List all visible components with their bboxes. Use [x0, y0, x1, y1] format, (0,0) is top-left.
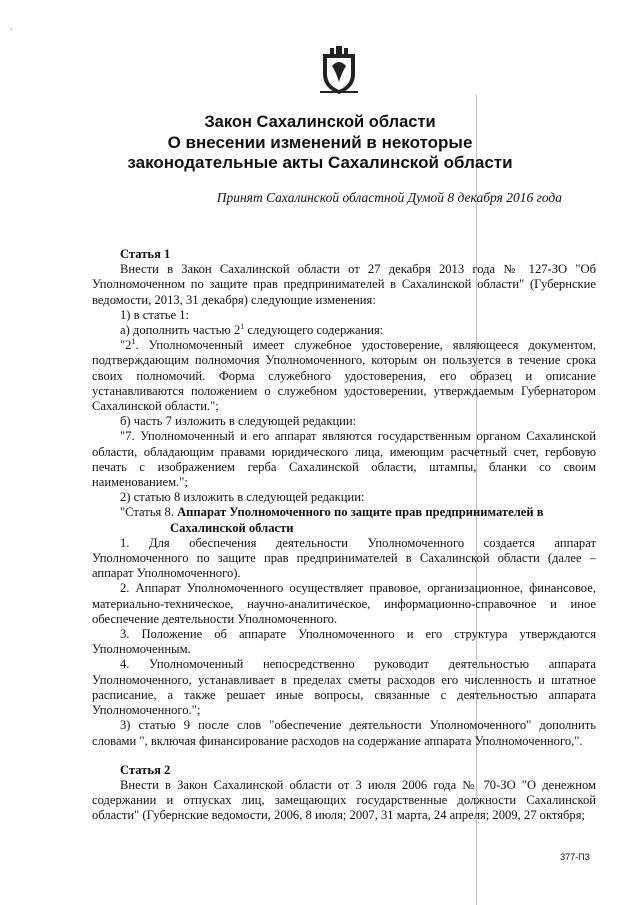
law-subtitle-line2: законодательные акты Сахалинской области	[127, 153, 513, 172]
scan-mark: ·	[10, 25, 13, 34]
article8-title-cont: Сахалинской области	[170, 520, 294, 535]
paragraph: Внести в Закон Сахалинской области от 27 декабря 2013 года № 127-ЗО "Об Уполномоченном по защите прав предпринимателей в Сахалинской области" (Губернские ведомости, 2013, 31 декабря) следующие изменения:	[92, 262, 596, 307]
article2-heading: Статья 2	[120, 762, 171, 777]
paragraph: 2. Аппарат Уполномоченного осуществляет правовое, организационное, финансовое, материально-техническое, научно-аналитическое, информационно-справочное и иное обеспечение деятельности Уполномоченного.	[92, 581, 596, 626]
document-code: 377-ПЗ	[560, 852, 590, 862]
paragraph: 2) статью 8 изложить в следующей редакции:	[120, 490, 365, 505]
paragraph: 1. Для обеспечения деятельности Уполномоченного создается аппарат Уполномоченного по защите прав предпринимателей в Сахалинской области (далее – аппарат Уполномоченного).	[92, 535, 596, 581]
adoption-note: Принят Сахалинской областной Думой 8 декабря 2016 года	[216, 190, 562, 205]
paragraph: 1) в статье 1:	[120, 307, 190, 322]
paragraph: Внести в Закон Сахалинской области от 3 июля 2006 года № 70-ЗО "О денежном содержании и отпусках лиц, замещающих государственные должности Сахалинской области" (Губернские ведомости, 2006, 8 июля; 2007, 31 марта, 24 апреля; 2009, 27 октября;	[92, 777, 596, 823]
law-title: Закон Сахалинской области	[204, 113, 436, 131]
paragraph: б) часть 7 изложить в следующей редакции:	[120, 414, 357, 429]
paragraph: 3) статью 9 после слов "обеспечение деятельности Уполномоченного" дополнить словами ", включая финансирование расходов на содержание аппарата Уполномоченного,".	[92, 718, 596, 748]
article1-heading: Статья 1	[120, 247, 171, 261]
paragraph: 4. Уполномоченный непосредственно руководит деятельностью аппарата Уполномоченного, устанавливает в пределах сметы расходов его численность и штатное расписание, а также решает иные вопросы, связанные с деятельностью аппарата Уполномоченного.";	[92, 657, 596, 718]
coat-of-arms-icon	[318, 44, 360, 96]
paragraph: "$2^1$. Уполномоченный имеет служебное удостоверение, являющееся документом, подтверждающим полномочия Уполномоченного, которым он пользуется в течение срока своих полномочий. Форма служебного удостоверения, его образец и описание устанавливаются положением о служебном удостоверении, утверждаемым Губернатором Сахалинской области.";	[92, 337, 596, 414]
paragraph: а) дополнить частью $2^1$ следующего содержания:	[120, 321, 384, 338]
document-body	[92, 247, 596, 824]
article8-title: "Статья 8. Аппарат Уполномоченного по защите прав предпринимателей в	[120, 505, 544, 520]
law-subtitle-line1: О внесении изменений в некоторые	[167, 133, 473, 152]
paragraph: "7. Уполномоченный и его аппарат являются государственным органом Сахалинской области, обладающим правами юридического лица, имеющим расчетный счет, гербовую печать с изображением герба Сахалинской области, штампы, бланки со своим наименованием.";	[92, 429, 596, 490]
paragraph: 3. Положение об аппарате Уполномоченного и его структура утверждаются Уполномоченным.	[92, 627, 596, 657]
